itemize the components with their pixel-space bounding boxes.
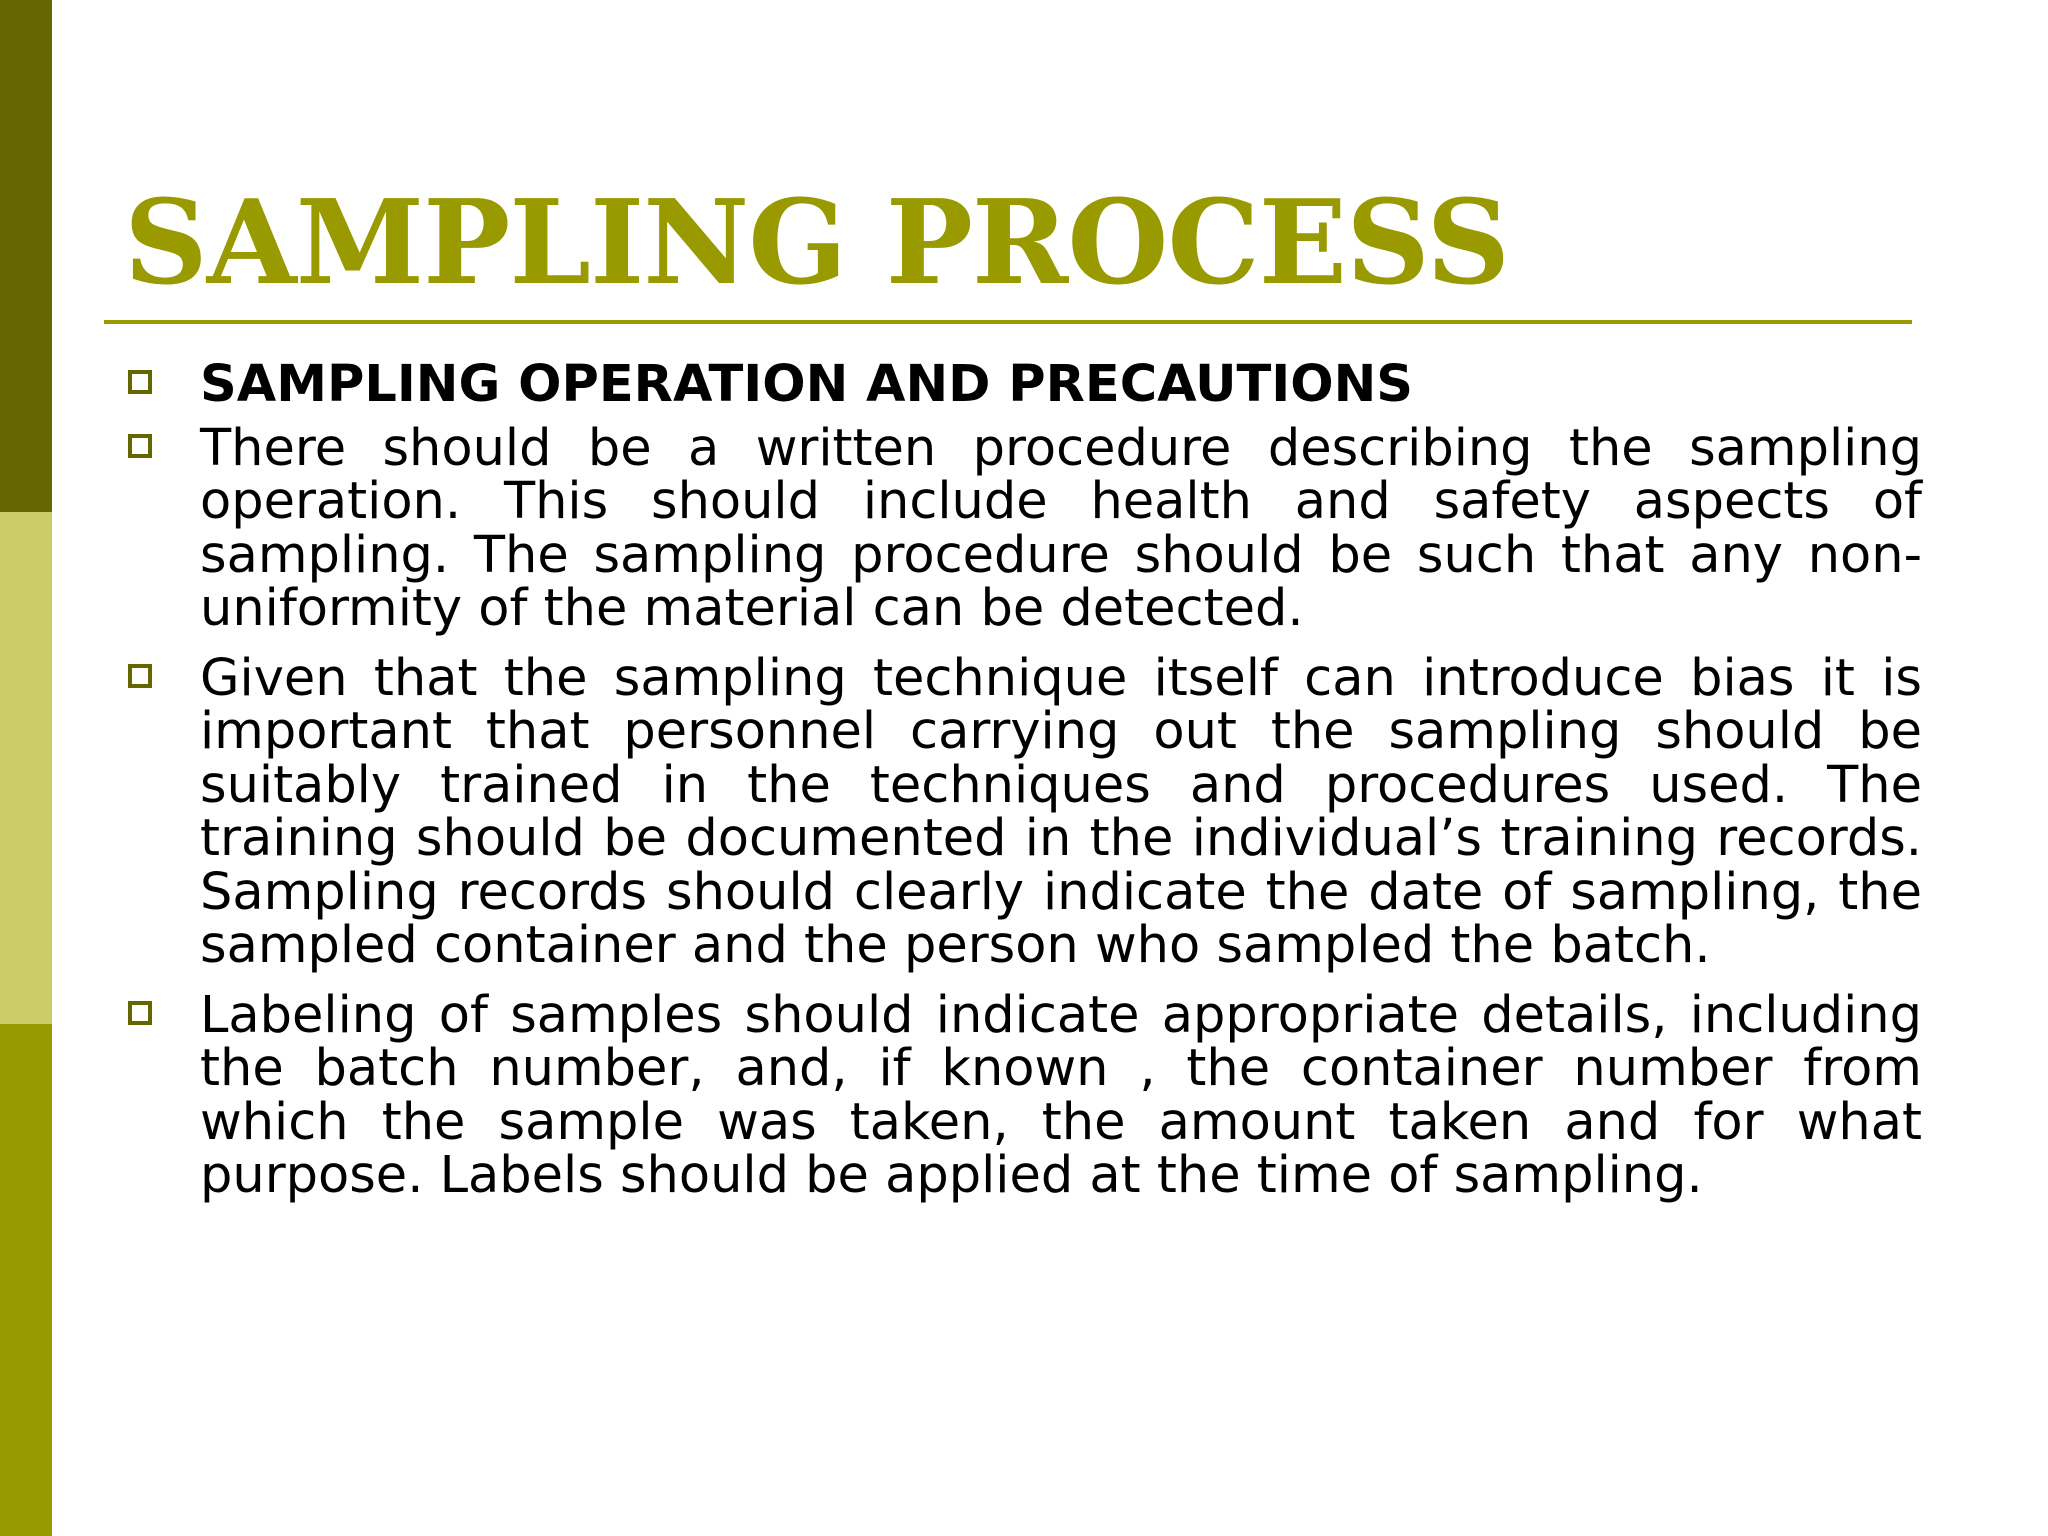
slide-title: SAMPLING PROCESS <box>124 175 1510 311</box>
bullet-text: Given that the sampling technique itself can introduce bias it is important that personnel carrying out the sampling should be suitably trained in the techniques and procedures used. The training should be documented in the individual’s training records. Sampling records should clearly indicate the date of sampling, the sampled container and the person who sampled the batch. <box>200 648 1922 975</box>
side-accent-bar <box>0 0 52 1536</box>
side-bar-middle-segment <box>0 512 52 1024</box>
bullet-item-personnel-training <box>128 648 1922 975</box>
hollow-square-bullet-icon <box>128 664 152 688</box>
bullet-item-written-procedure <box>128 418 1922 638</box>
hollow-square-bullet-icon <box>128 370 152 394</box>
side-bar-top-segment <box>0 0 52 512</box>
bullet-text: There should be a written procedure describing the sampling operation. This should include health and safety aspects of sampling. The sampling procedure should be such that any non-uniformity of the material can be detected. <box>200 418 1922 638</box>
title-underline <box>104 320 1912 324</box>
bullet-list <box>128 355 1922 1219</box>
bullet-text: Labeling of samples should indicate appropriate details, including the batch number, and, if known , the container number from which the sample was taken, the amount taken and for what purpose. Labels should be applied at the time of sampling. <box>200 985 1922 1205</box>
hollow-square-bullet-icon <box>128 1001 152 1025</box>
hollow-square-bullet-icon <box>128 434 152 458</box>
bullet-text: SAMPLING OPERATION AND PRECAUTIONS <box>200 355 1414 414</box>
bullet-item-labeling <box>128 985 1922 1205</box>
bullet-item-heading <box>128 355 1922 414</box>
side-bar-bottom-segment <box>0 1024 52 1536</box>
